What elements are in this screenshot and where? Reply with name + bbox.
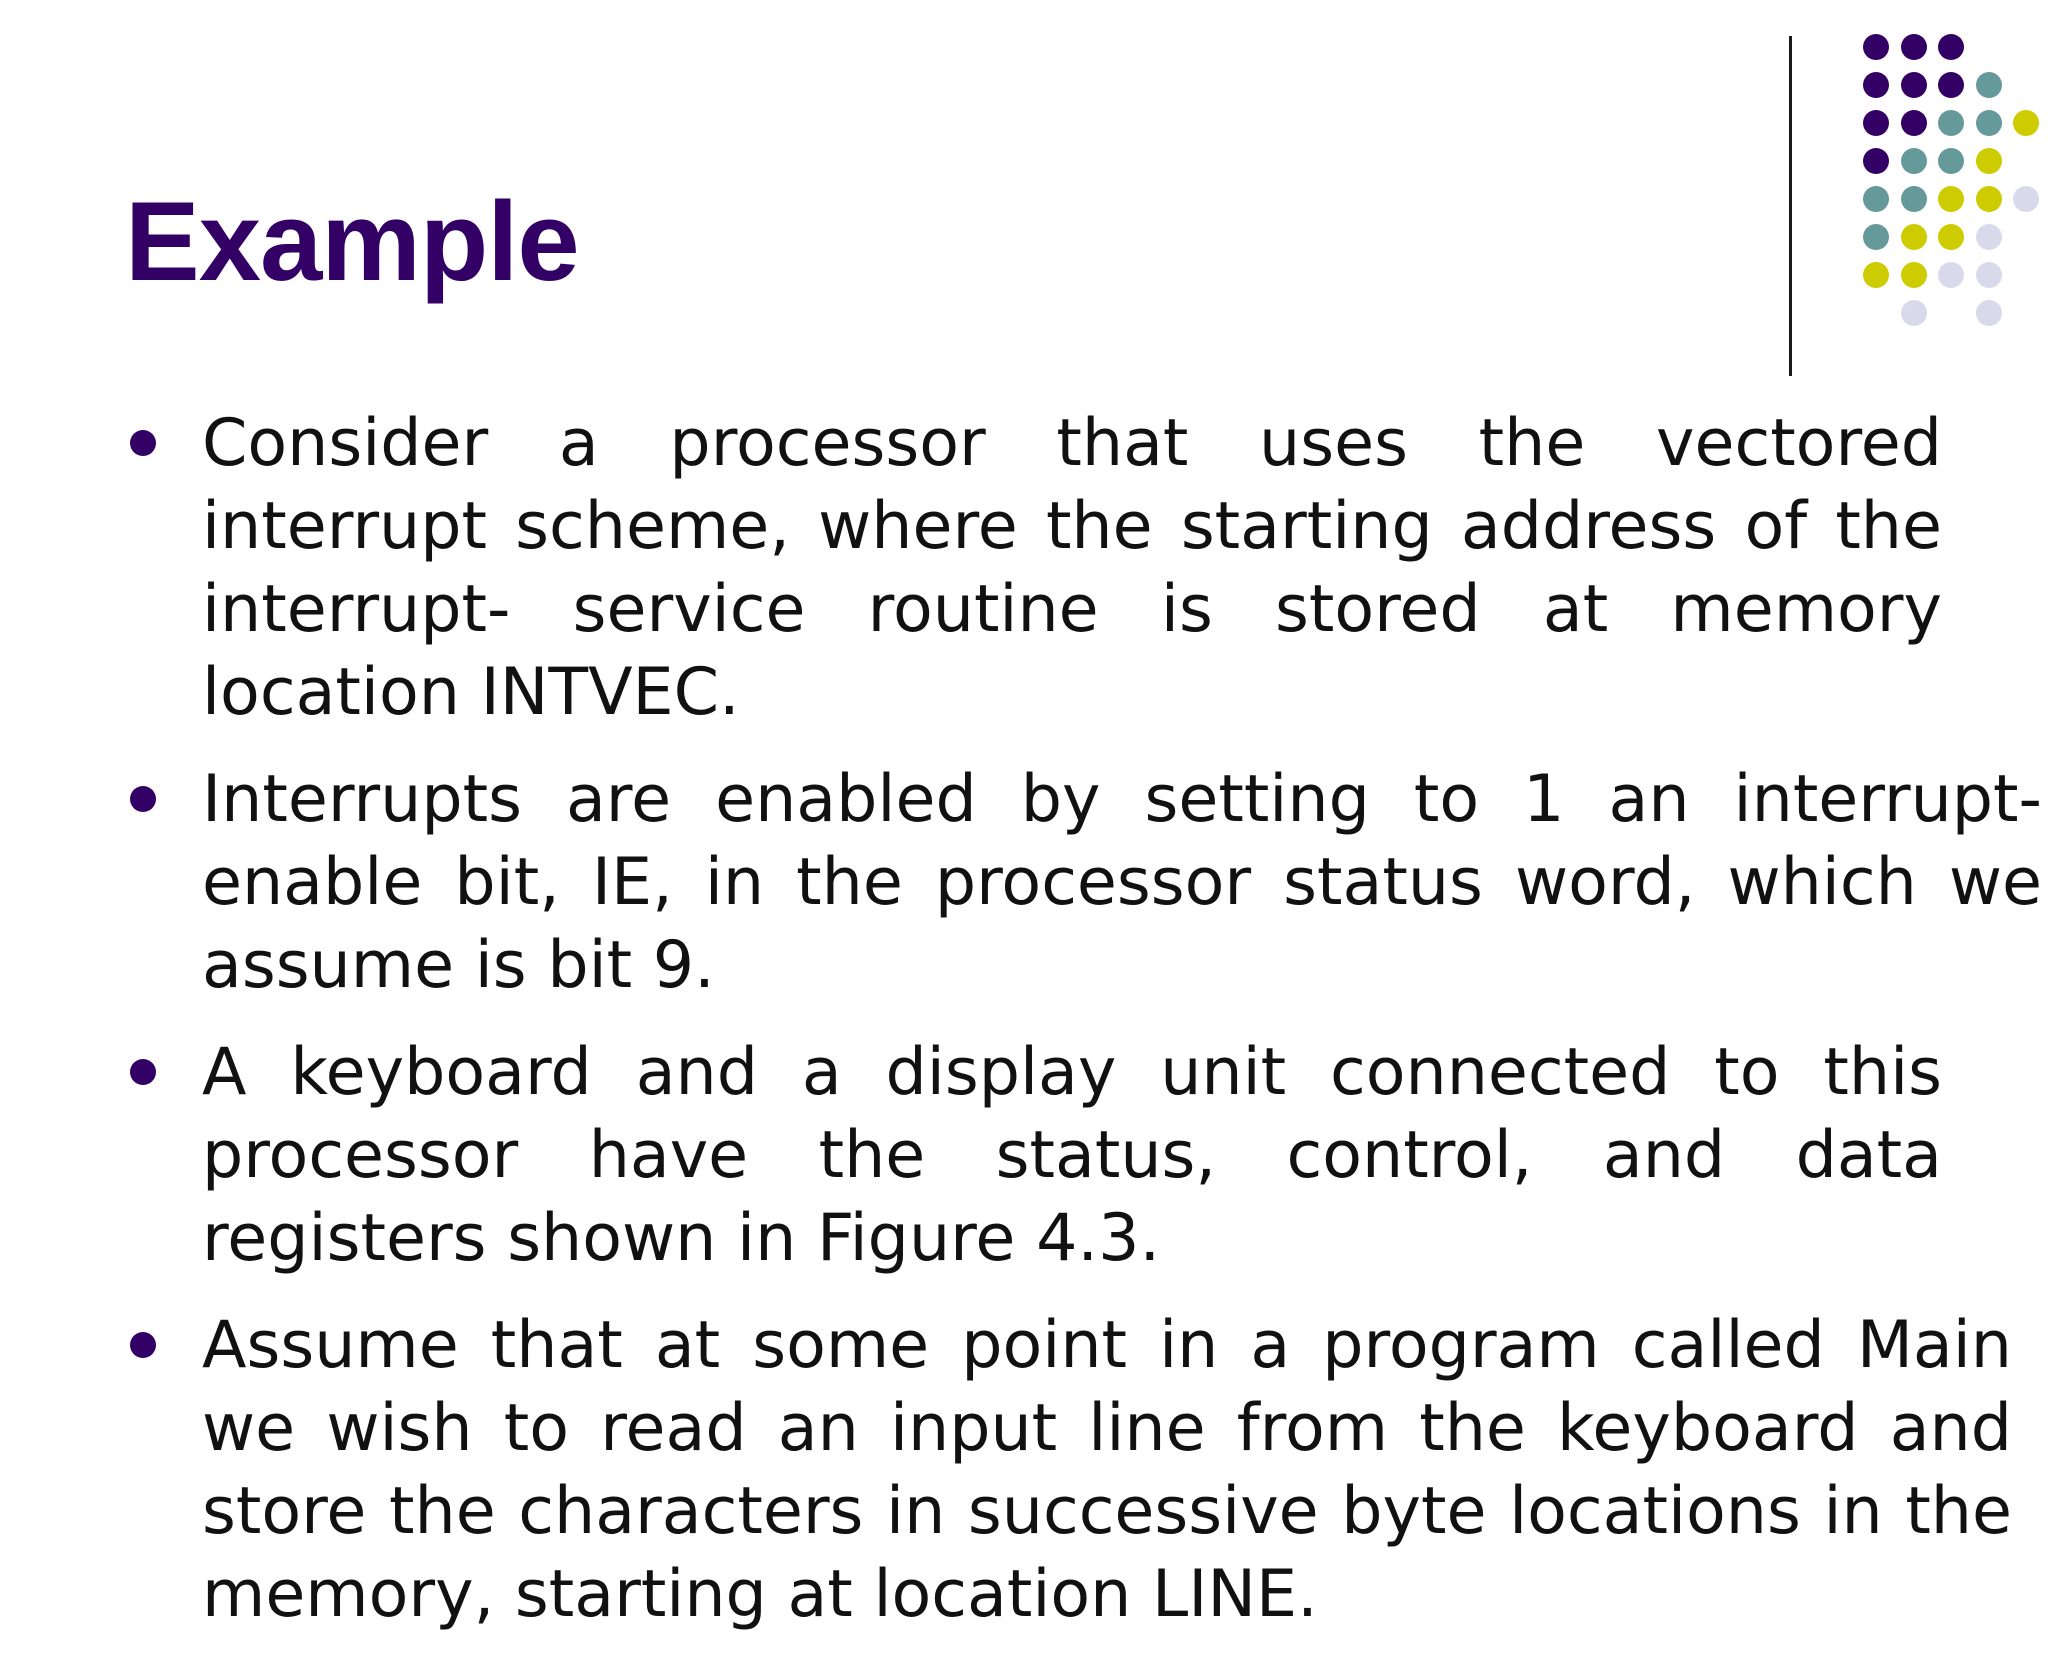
bullet-item	[130, 1304, 2012, 1636]
decorative-dot	[1976, 262, 2002, 288]
bullet-text: Interrupts are enabled by setting to 1 an interrupt-enable bit, IE, in the processor status word, which we assume is bit 9.	[202, 762, 2042, 1003]
decorative-dot	[1863, 110, 1889, 136]
decorative-dot	[1901, 186, 1927, 212]
bullet-marker-icon	[130, 1059, 156, 1085]
decorative-dot	[1901, 34, 1927, 60]
slide-title: Example	[125, 179, 579, 304]
bullet-marker-icon	[130, 786, 156, 812]
bullet-list	[130, 402, 2042, 1660]
decorative-dot	[1863, 72, 1889, 98]
decorative-dot	[1863, 262, 1889, 288]
decorative-dot	[1863, 224, 1889, 250]
decorative-dot	[1938, 148, 1964, 174]
decorative-dot	[1938, 34, 1964, 60]
decorative-dot	[1976, 300, 2002, 326]
decorative-dot	[1938, 224, 1964, 250]
bullet-text: Assume that at some point in a program called Main we wish to read an input line from the keyboard and store the characters in successive byte locations in the memory, starting at location LINE.	[202, 1308, 2012, 1632]
bullet-item	[130, 402, 1942, 734]
decorative-dot	[1976, 110, 2002, 136]
decorative-dot	[1901, 300, 1927, 326]
decorative-dot	[1901, 110, 1927, 136]
decorative-dot	[1938, 262, 1964, 288]
decorative-dot	[1863, 34, 1889, 60]
decorative-dot	[1976, 224, 2002, 250]
decorative-dot	[1863, 148, 1889, 174]
decorative-dot	[1938, 72, 1964, 98]
decorative-dot	[1901, 72, 1927, 98]
bullet-text: Consider a processor that uses the vectored interrupt scheme, where the starting address of the interrupt- service routine is stored at memory location INTVEC.	[202, 406, 1942, 730]
decorative-dot	[1938, 110, 1964, 136]
bullet-item	[130, 1031, 1942, 1280]
bullet-item	[130, 758, 2042, 1007]
decorative-dot	[1863, 186, 1889, 212]
title-divider-line	[1789, 36, 1792, 376]
decorative-dot	[2013, 110, 2039, 136]
decorative-dot	[2013, 186, 2039, 212]
decorative-dot	[1901, 148, 1927, 174]
bullet-text: A keyboard and a display unit connected to this processor have the status, control, and data registers shown in Figure 4.3.	[202, 1035, 1942, 1276]
decorative-dot	[1938, 186, 1964, 212]
bullet-marker-icon	[130, 1332, 156, 1358]
bullet-marker-icon	[130, 430, 156, 456]
decorative-dot	[1976, 72, 2002, 98]
decorative-dot	[1976, 186, 2002, 212]
decorative-dot	[1976, 148, 2002, 174]
decorative-dot	[1901, 224, 1927, 250]
decorative-dot	[1901, 262, 1927, 288]
